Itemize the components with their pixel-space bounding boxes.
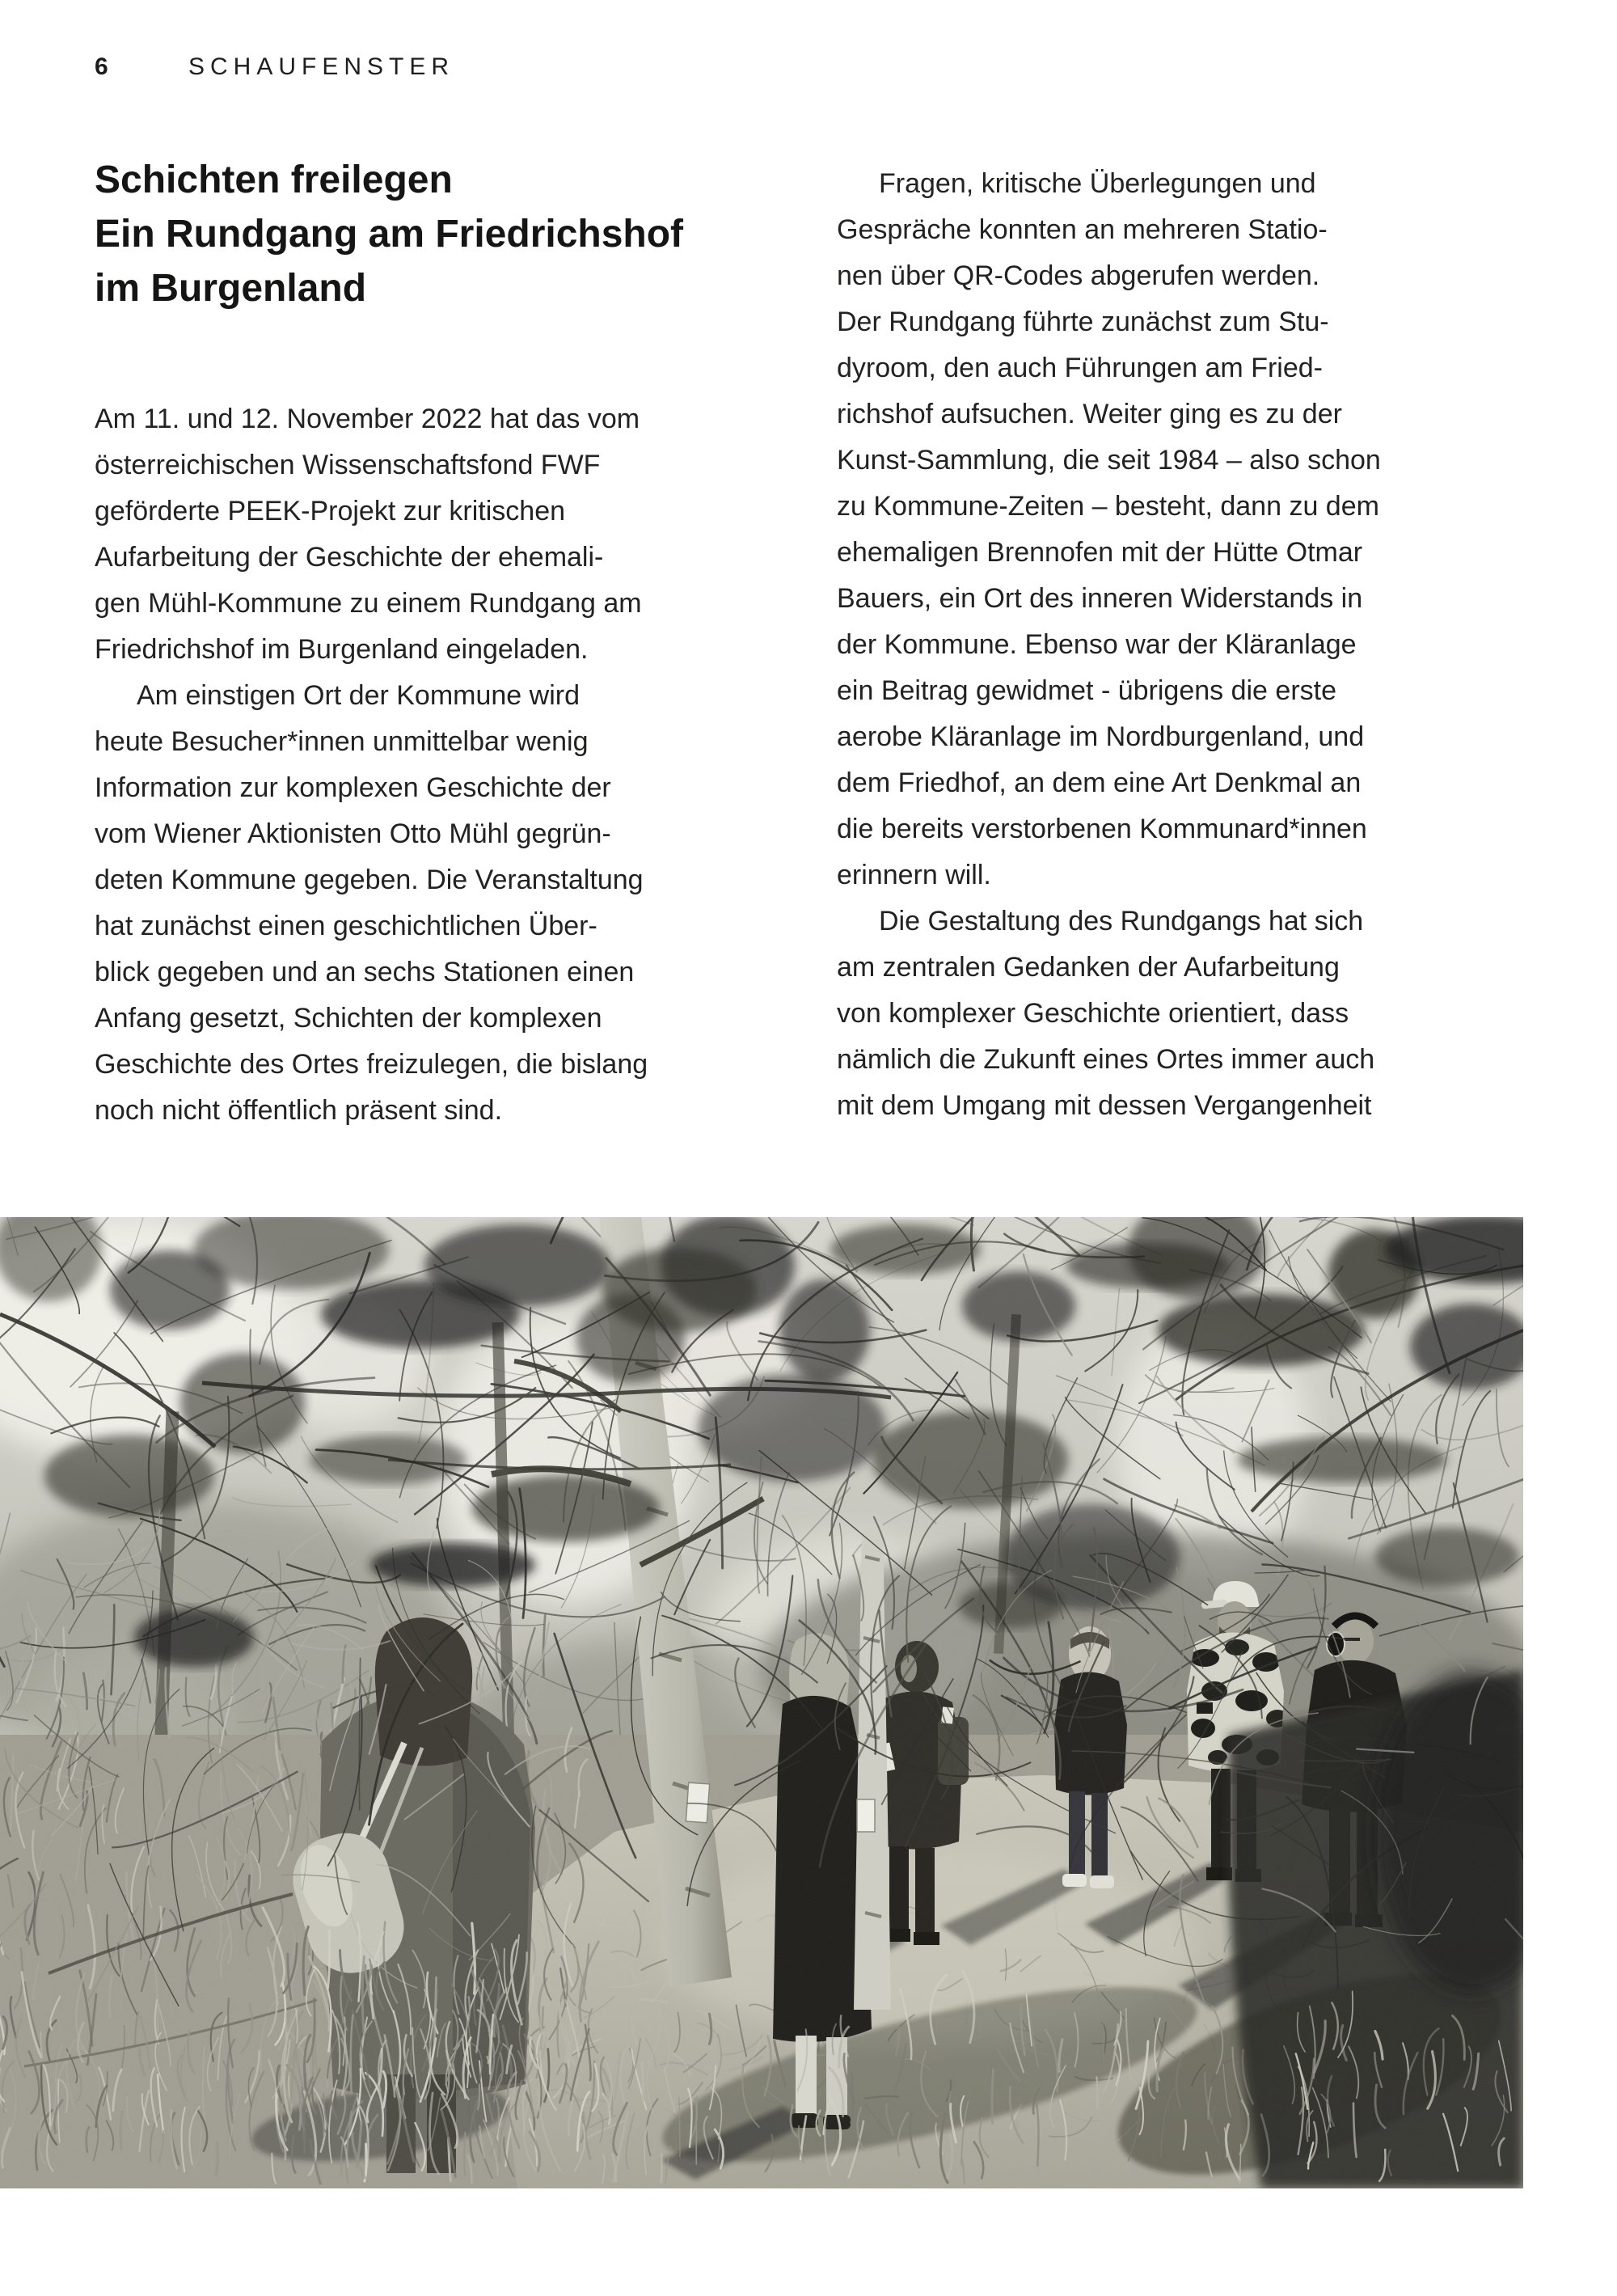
article-column-right (837, 161, 1532, 1129)
film-grain (0, 1217, 1523, 2188)
paragraph: Die Gestaltung des Rundgangs hat sich am zentralen Gedanken der Aufarbeitung von komplexer Geschichte orientiert, dass nämlich die Zukunft eines Ortes immer auch mit dem Umgang mit dessen Vergangenheit (837, 906, 1375, 1121)
paragraph: Am einstigen Ort der Kommune wird heute Besucher*innen unmittelbar wenig Information zur komplexen Geschichte der vom Wiener Aktionisten Otto Mühl gegrün- deten Kommune gegeben. Die Veranstaltung hat zunächst einen geschichtlichen Über- blick gegeben und an sechs Stationen einen Anfang gesetzt, Schichten der komplexen Geschichte des Ortes freizulegen, die bislang noch nicht öffentlich präsent sind. (95, 680, 648, 1126)
article-title-line: Schichten freilegen (95, 159, 453, 201)
article-title-line: Ein Rundgang am Friedrichshof (95, 213, 684, 256)
page-number: 6 (95, 53, 109, 80)
paragraph: Fragen, kritische Überlegungen und Gespräche konnten an mehreren Statio- nen über QR-Codes abgerufen werden. Der Rundgang führte zunächst zum Stu- dyroom, den auch Führungen am Fried- richshof aufsuchen. Weiter ging es zu der Kunst-Sammlung, die seit 1984 – also schon zu Kommune-Zeiten – besteht, dann zu dem ehemaligen Brennofen mit der Hütte Otmar Bauers, ein Ort des inneren Widerstands in der Kommune. Ebenso war der Kläranlage ein Beitrag gewidmet - übrigens die erste aerobe Kläranlage im Nordburgenland, und dem Friedhof, an dem eine Art Denkmal an die bereits verstorbenen Kommunard*innen erinnern will. (837, 168, 1381, 890)
article-title-line: im Burgenland (95, 267, 367, 310)
forest-walk-photograph (0, 1217, 1523, 2188)
article-title (95, 153, 683, 315)
paragraph: Am 11. und 12. November 2022 hat das vom österreichischen Wissenschaftsfond FWF geförderte PEEK-Projekt zur kritischen Aufarbeitung der Geschichte der ehemali- gen Mühl-Kommune zu einem Rundgang am Friedrichshof im Burgenland eingeladen. (95, 404, 642, 665)
section-header: SCHAUFENSTER (188, 53, 455, 80)
article-photo (0, 1217, 1523, 2188)
article-column-left (95, 396, 790, 1134)
